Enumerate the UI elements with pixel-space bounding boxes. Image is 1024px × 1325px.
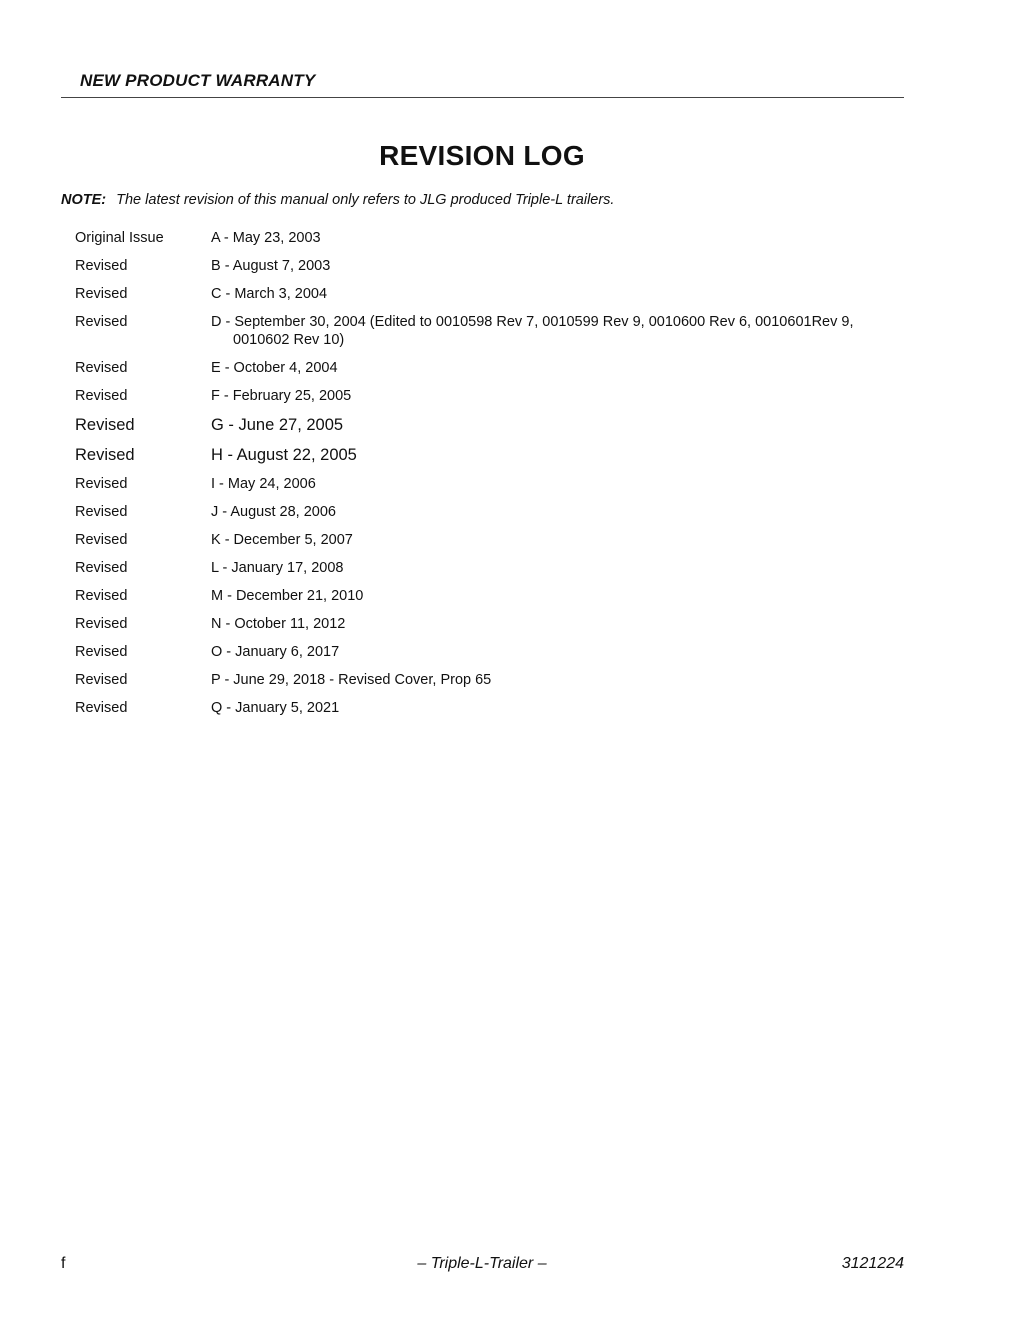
revision-status: Revised	[75, 314, 128, 330]
revision-row	[75, 257, 895, 275]
footer-manual-title: – Triple-L-Trailer –	[417, 1255, 547, 1272]
revision-detail: M - December 21, 2010	[211, 588, 364, 604]
revision-row	[75, 643, 895, 661]
revision-detail: Q - January 5, 2021	[211, 700, 340, 716]
revision-row	[75, 587, 895, 605]
revision-status: Revised	[75, 388, 128, 404]
revision-detail: B - August 7, 2003	[211, 258, 331, 274]
revision-detail: C - March 3, 2004	[211, 286, 328, 302]
revision-row	[75, 285, 895, 303]
revision-log	[75, 229, 895, 717]
page-title	[0, 140, 964, 172]
revision-row	[75, 531, 895, 549]
revision-row	[75, 671, 895, 689]
revision-detail: P - June 29, 2018 - Revised Cover, Prop 65	[211, 672, 492, 688]
note	[61, 192, 614, 208]
note-label: NOTE:	[61, 192, 107, 208]
revision-status: Revised	[75, 588, 128, 604]
revision-status: Revised	[75, 672, 128, 688]
revision-row	[75, 387, 895, 405]
page-title-text: REVISION LOG	[379, 140, 585, 171]
revision-status: Original Issue	[75, 230, 164, 246]
revision-detail-line: D - September 30, 2004 (Edited to 0010598 Rev 7, 0010599 Rev 9, 0010600 Rev 6, 0010601Rev 9,	[211, 314, 854, 330]
header-title: NEW PRODUCT WARRANTY	[80, 71, 316, 90]
revision-row	[75, 559, 895, 577]
revision-row	[75, 475, 895, 493]
revision-row	[75, 445, 895, 465]
revision-detail: L - January 17, 2008	[211, 560, 344, 576]
revision-detail	[211, 313, 895, 349]
revision-detail: G - June 27, 2005	[211, 416, 344, 434]
revision-detail: H - August 22, 2005	[211, 446, 357, 464]
revision-status: Revised	[75, 416, 135, 434]
revision-status: Revised	[75, 644, 128, 660]
revision-status: Revised	[75, 700, 128, 716]
revision-status: Revised	[75, 258, 128, 274]
revision-status: Revised	[75, 504, 128, 520]
revision-detail-continuation: 0010602 Rev 10)	[233, 332, 345, 348]
revision-detail: O - January 6, 2017	[211, 644, 340, 660]
revision-row	[75, 615, 895, 633]
revision-detail: N - October 11, 2012	[211, 616, 346, 632]
revision-detail: A - May 23, 2003	[211, 230, 321, 246]
revision-detail: E - October 4, 2004	[211, 360, 338, 376]
revision-detail: I - May 24, 2006	[211, 476, 316, 492]
revision-row	[75, 503, 895, 521]
revision-detail: F - February 25, 2005	[211, 388, 352, 404]
footer-page-number: f	[61, 1255, 66, 1272]
revision-status: Revised	[75, 446, 135, 464]
revision-status: Revised	[75, 286, 128, 302]
page-header	[61, 66, 904, 98]
revision-detail: J - August 28, 2006	[211, 504, 336, 520]
revision-row	[75, 415, 895, 435]
revision-status: Revised	[75, 616, 128, 632]
revision-row	[75, 699, 895, 717]
revision-row	[75, 229, 895, 247]
revision-row	[75, 359, 895, 377]
revision-status: Revised	[75, 476, 128, 492]
revision-status: Revised	[75, 560, 128, 576]
revision-status: Revised	[75, 360, 128, 376]
revision-detail: K - December 5, 2007	[211, 532, 353, 548]
revision-row	[75, 313, 895, 349]
note-text: The latest revision of this manual only refers to JLG produced Triple-L trailers.	[116, 192, 615, 208]
footer-document-number: 3121224	[841, 1255, 904, 1272]
revision-status: Revised	[75, 532, 128, 548]
